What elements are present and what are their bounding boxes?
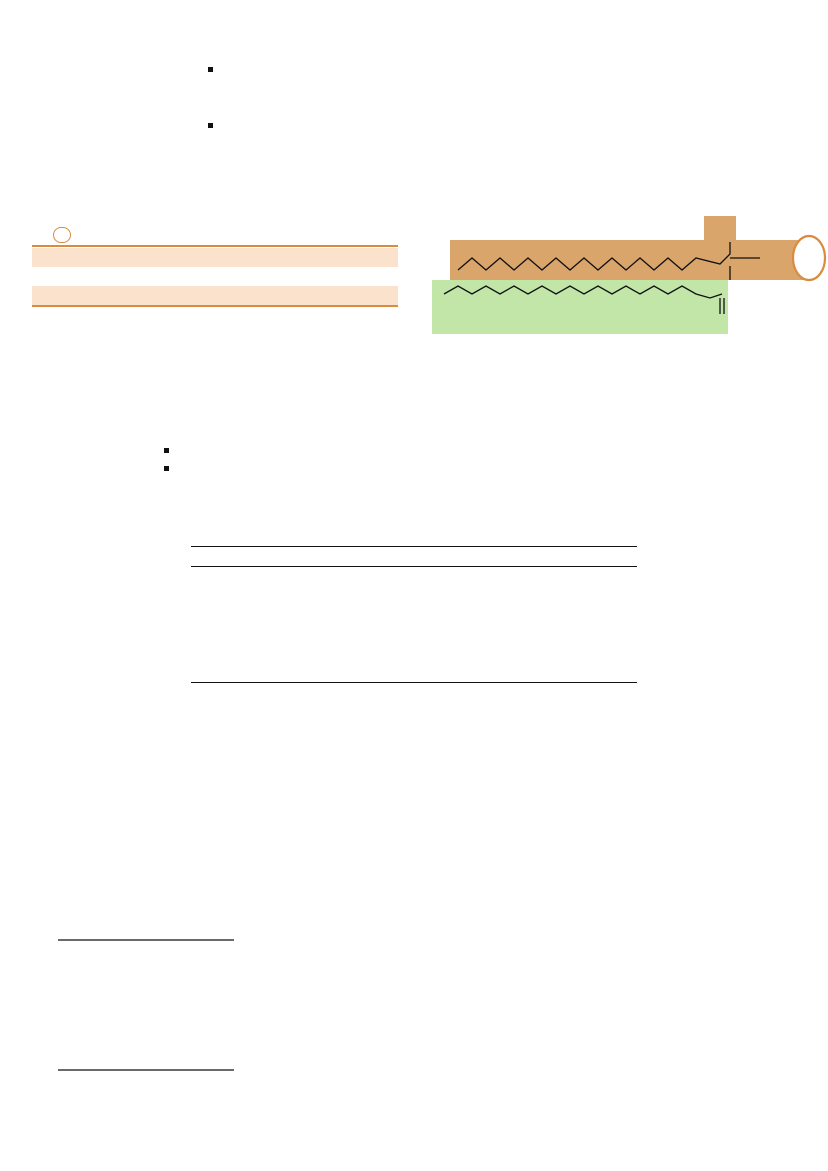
sphingolipid-structure-figure	[430, 214, 828, 338]
orientation-line-1	[140, 820, 188, 835]
bilayer-figure	[54, 918, 240, 1098]
groups-table	[191, 546, 637, 683]
amphi-bullet-1	[164, 442, 187, 457]
sphingosine-band-oh	[704, 216, 736, 246]
list-item-phosphatidylinositols	[208, 61, 227, 76]
bullet-icon	[164, 448, 169, 453]
table-row	[32, 248, 398, 267]
sphingo-title	[140, 192, 148, 207]
table-row	[32, 267, 398, 286]
sphingo-table-header	[32, 227, 398, 247]
r-circle-label	[53, 227, 71, 243]
micelle-label-bg	[654, 970, 740, 1012]
r-circle	[793, 236, 825, 280]
bullet-icon	[208, 123, 213, 128]
micelle-figure	[594, 926, 798, 1152]
fatty-acid-band	[432, 280, 728, 334]
table-row	[32, 286, 398, 307]
groups-table-divider	[191, 566, 637, 567]
bullet-icon	[164, 466, 169, 471]
amphi-bullet-2	[164, 460, 187, 475]
sphingosine-band	[450, 240, 810, 280]
list-item-cardiolipines	[208, 117, 227, 132]
orientation-line-2	[140, 839, 188, 854]
amphi-conclusion	[66, 497, 74, 512]
bullet-icon	[208, 67, 213, 72]
